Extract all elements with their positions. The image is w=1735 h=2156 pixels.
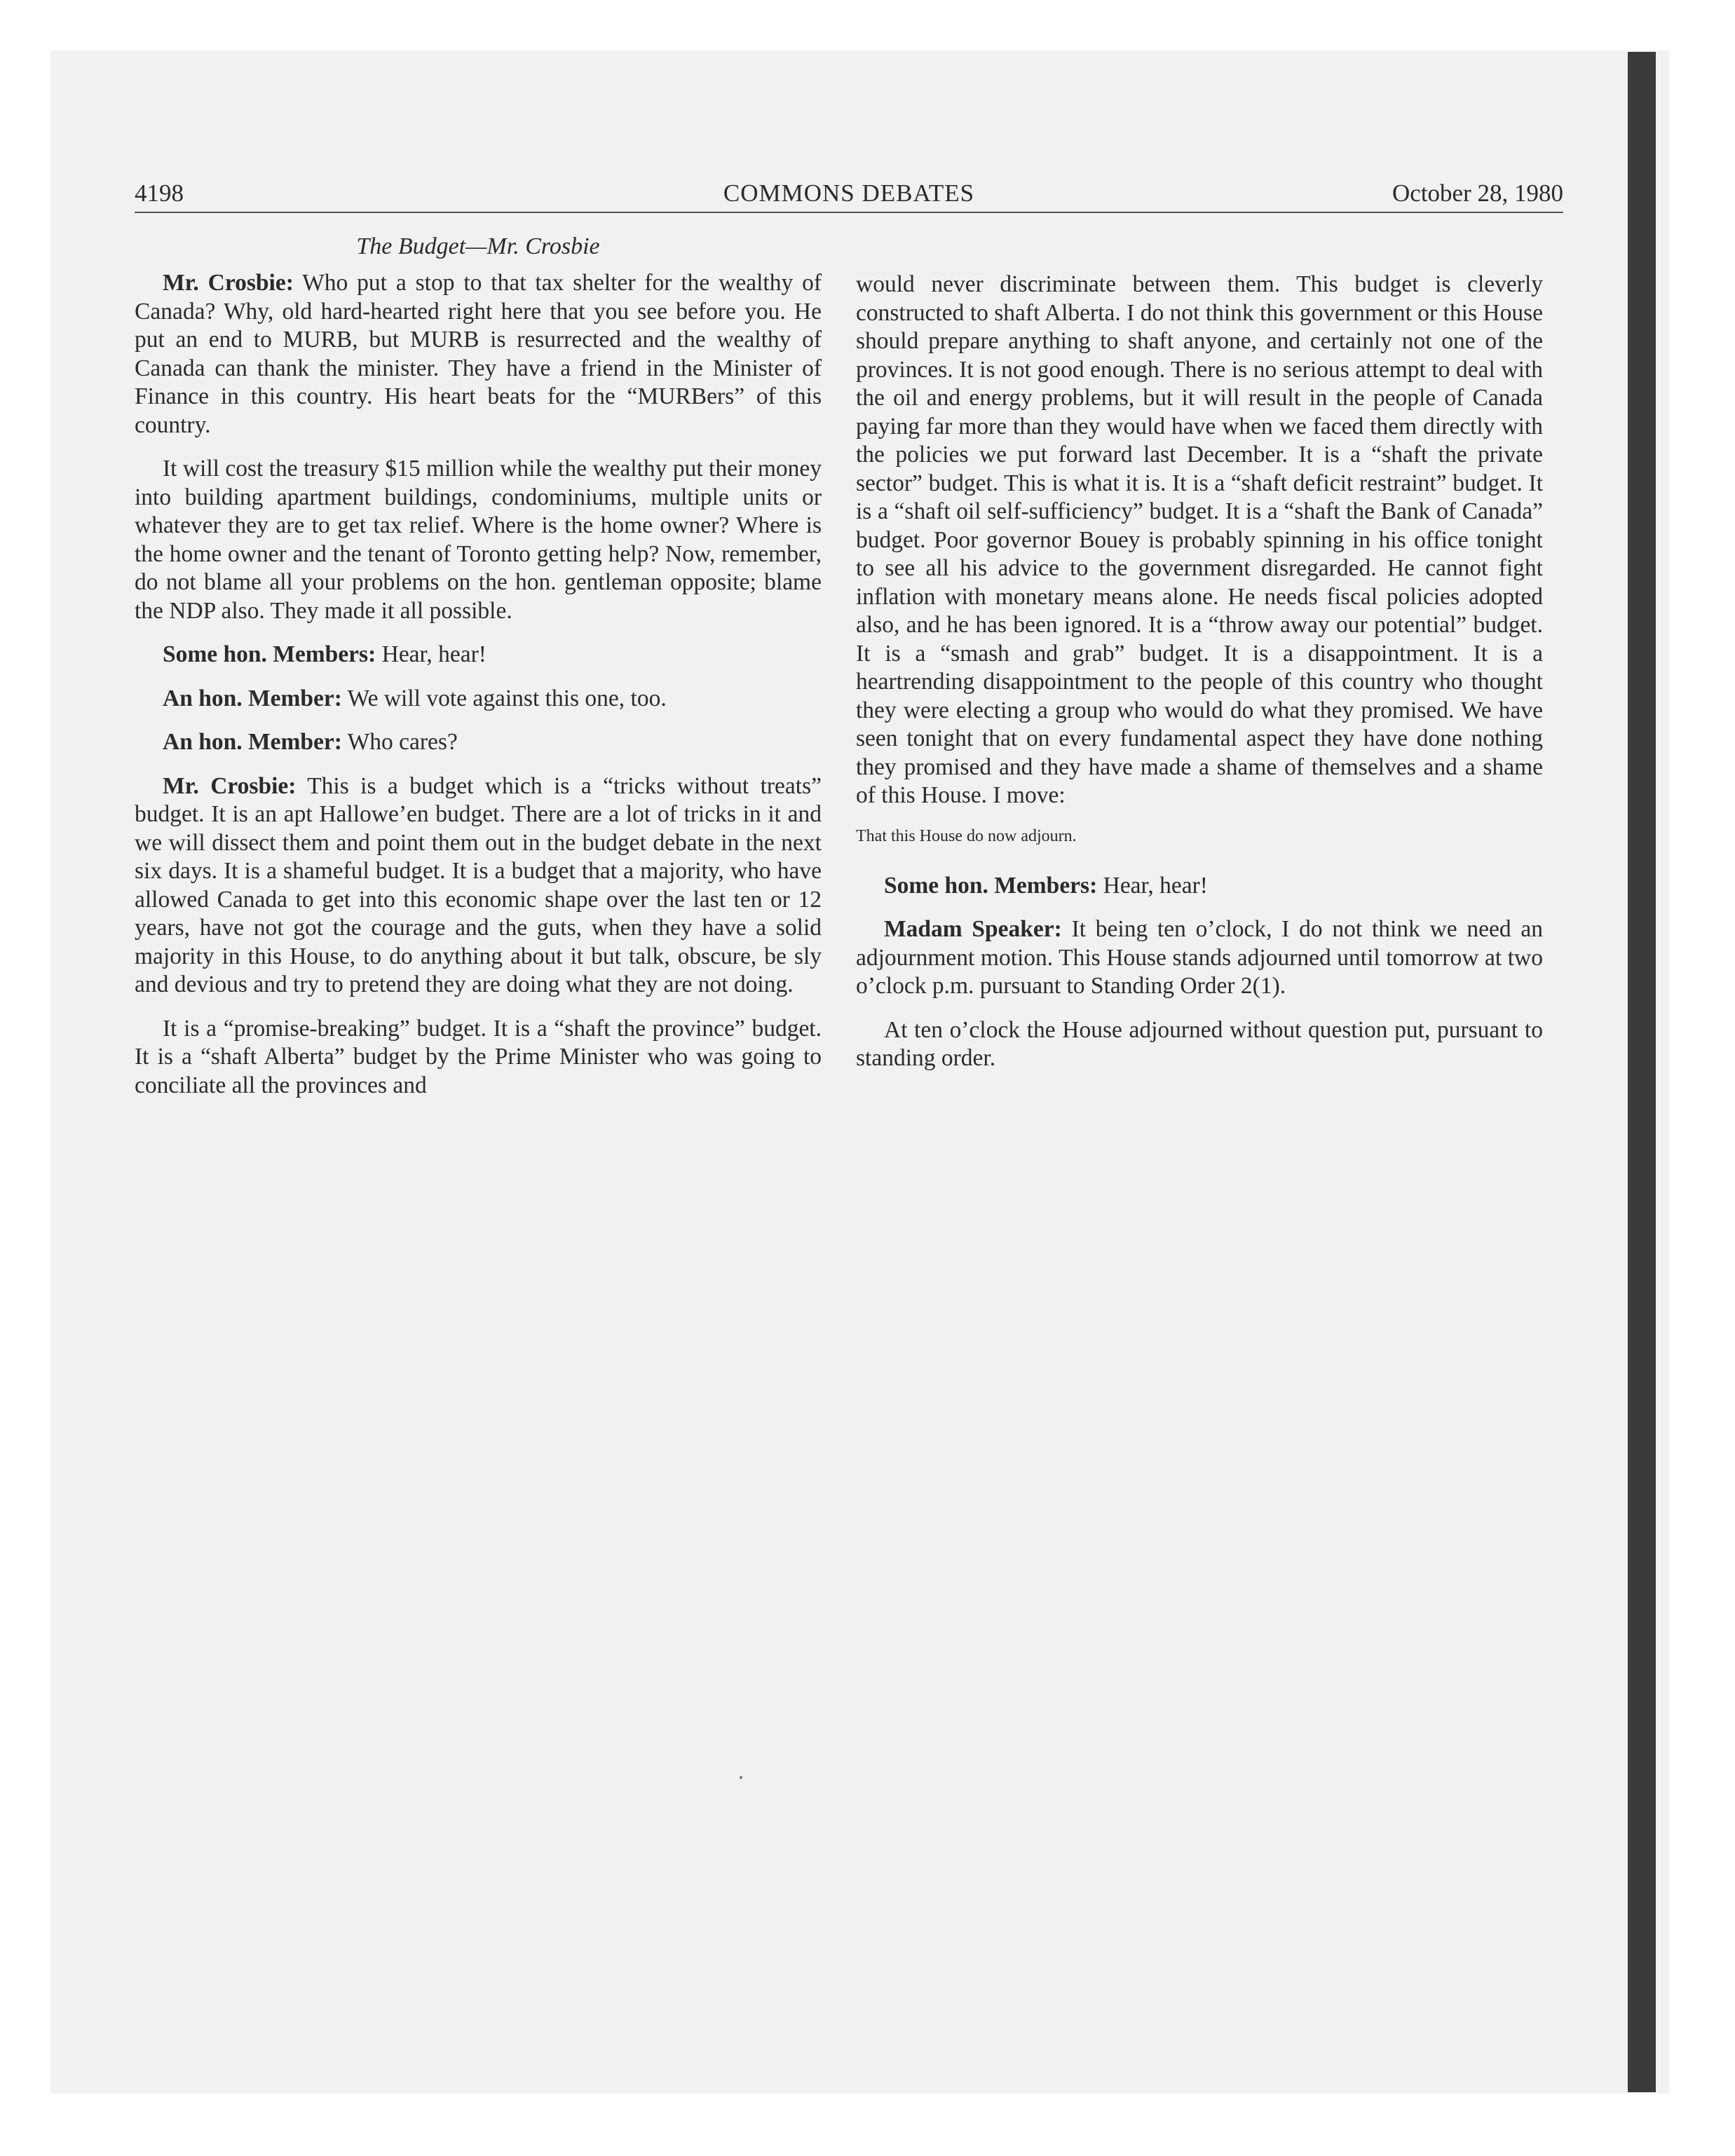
section-title: The Budget—Mr. Crosbie <box>356 233 600 259</box>
speaker-label: An hon. Member: <box>163 685 342 711</box>
paragraph-text: This is a budget which is a “tricks without treats” budget. It is an apt Hallowe’en budget. There are a lot of tricks in it and we will dissect them and point them out in the budget debate in the next six days. It is a shameful budget. It is a budget that a majority, who have allowed Canada to get into this economic shape over the last ten or 12 years, have not got the courage and the guts, when they have a solid majority in this House, to do anything about it but talk, obscure, be sly and devious and try to pretend they are doing what they are not doing. <box>135 772 822 997</box>
paragraph-continuation <box>856 271 1543 810</box>
paragraph-text: We will vote against this one, too. <box>341 685 667 711</box>
paragraph-crosbie-2 <box>135 455 822 625</box>
paragraph-hear-hear <box>856 872 1543 901</box>
paragraph-adjournment <box>856 1016 1543 1073</box>
scan-speck <box>740 1776 742 1779</box>
paragraph-madam-speaker <box>856 915 1543 1001</box>
running-head <box>135 177 1563 213</box>
paragraph-text: It will cost the treasury $15 million while the wealthy put their money into building apartment buildings, condominiums, multiple units or whatever they are to get tax relief. Where is the home owner? Where is the home owner and the tenant of Toronto getting help? Now, remember, do not blame all your problems on the hon. gentleman opposite; blame the NDP also. They made it all possible. <box>135 456 822 624</box>
paragraph-interjection-2 <box>135 685 822 714</box>
paragraph-crosbie-4 <box>135 1015 822 1100</box>
paragraph-text: It being ten o’clock, I do not think we need an adjournment motion. This House stands adjourned until tomorrow at two o’clock p.m. pursuant to Standing Order 2(1). <box>856 916 1544 999</box>
publication-title: COMMONS DEBATES <box>723 179 975 207</box>
paragraph-text: Who put a stop to that tax shelter for the wealthy of Canada? Why, old hard-hearted right here that you see before you. He put an end to MURB, but MURB is resurrected and the wealthy of Canada can thank the minister. They have a friend in the Minister of Finance in this country. His heart beats for the “MURBers” of this country. <box>135 270 822 438</box>
motion-text: That this House do now adjourn. <box>856 826 1077 845</box>
speaker-label: Some hon. Members: <box>884 872 1098 899</box>
paragraph-crosbie-3 <box>135 772 822 999</box>
speaker-label: Mr. Crosbie: <box>163 772 297 799</box>
paragraph-text: Who cares? <box>341 729 458 755</box>
publication-date: October 28, 1980 <box>1392 179 1563 207</box>
speaker-label: An hon. Member: <box>163 729 342 755</box>
paragraph-text: Hear, hear! <box>1097 872 1208 899</box>
paragraph-crosbie-1 <box>135 269 822 439</box>
paragraph-text: At ten o’clock the House adjourned without question put, pursuant to standing order. <box>856 1016 1543 1071</box>
scan-edge-shadow <box>1628 52 1656 2092</box>
paragraph-text: would never discriminate between them. This budget is cleverly constructed to shaft Alberta. I do not think this government or this House should prepare anything to shaft anyone, and certainly not one of the provinces. It is not good enough. There is no serious attempt to deal with the oil and energy problems, but it will result in the people of Canada paying far more than they would have when we faced them directly with the policies we put forward last December. It is a “shaft the private sector” budget. This is what it is. It is a “shaft deficit restraint” budget. It is a “shaft oil self-sufficiency” budget. It is a “shaft the Bank of Canada” budget. Poor governor Bouey is probably spinning in his office tonight to see all his advice to the government disregarded. He cannot fight inflation with monetary means alone. He needs fiscal policies adopted also, and he has been ignored. It is a “throw away our potential” budget. It is a “smash and grab” budget. It is a disappointment. It is a heartrending disappointment to the people of this country who thought they were electing a group who would do what they promised. We have seen tonight that on every fundamental aspect they have done nothing they promised and they have made a shame of themselves and a shame of this House. I move: <box>856 271 1543 808</box>
page-number: 4198 <box>135 179 184 207</box>
paragraph-interjection-3 <box>135 728 822 757</box>
paragraph-interjection-1 <box>135 641 822 669</box>
paragraph-text: It is a “promise-breaking” budget. It is a “shaft the province” budget. It is a “shaft Alberta” budget by the Prime Minister who was going to conciliate all the provinces and <box>135 1015 822 1098</box>
paragraph-text: Hear, hear! <box>376 641 487 667</box>
speaker-label: Some hon. Members: <box>163 641 376 667</box>
speaker-label: Madam Speaker: <box>884 916 1062 942</box>
speaker-label: Mr. Crosbie: <box>163 270 294 296</box>
right-column <box>856 271 1543 1089</box>
left-column <box>135 233 822 1115</box>
document-page <box>135 177 1563 1098</box>
